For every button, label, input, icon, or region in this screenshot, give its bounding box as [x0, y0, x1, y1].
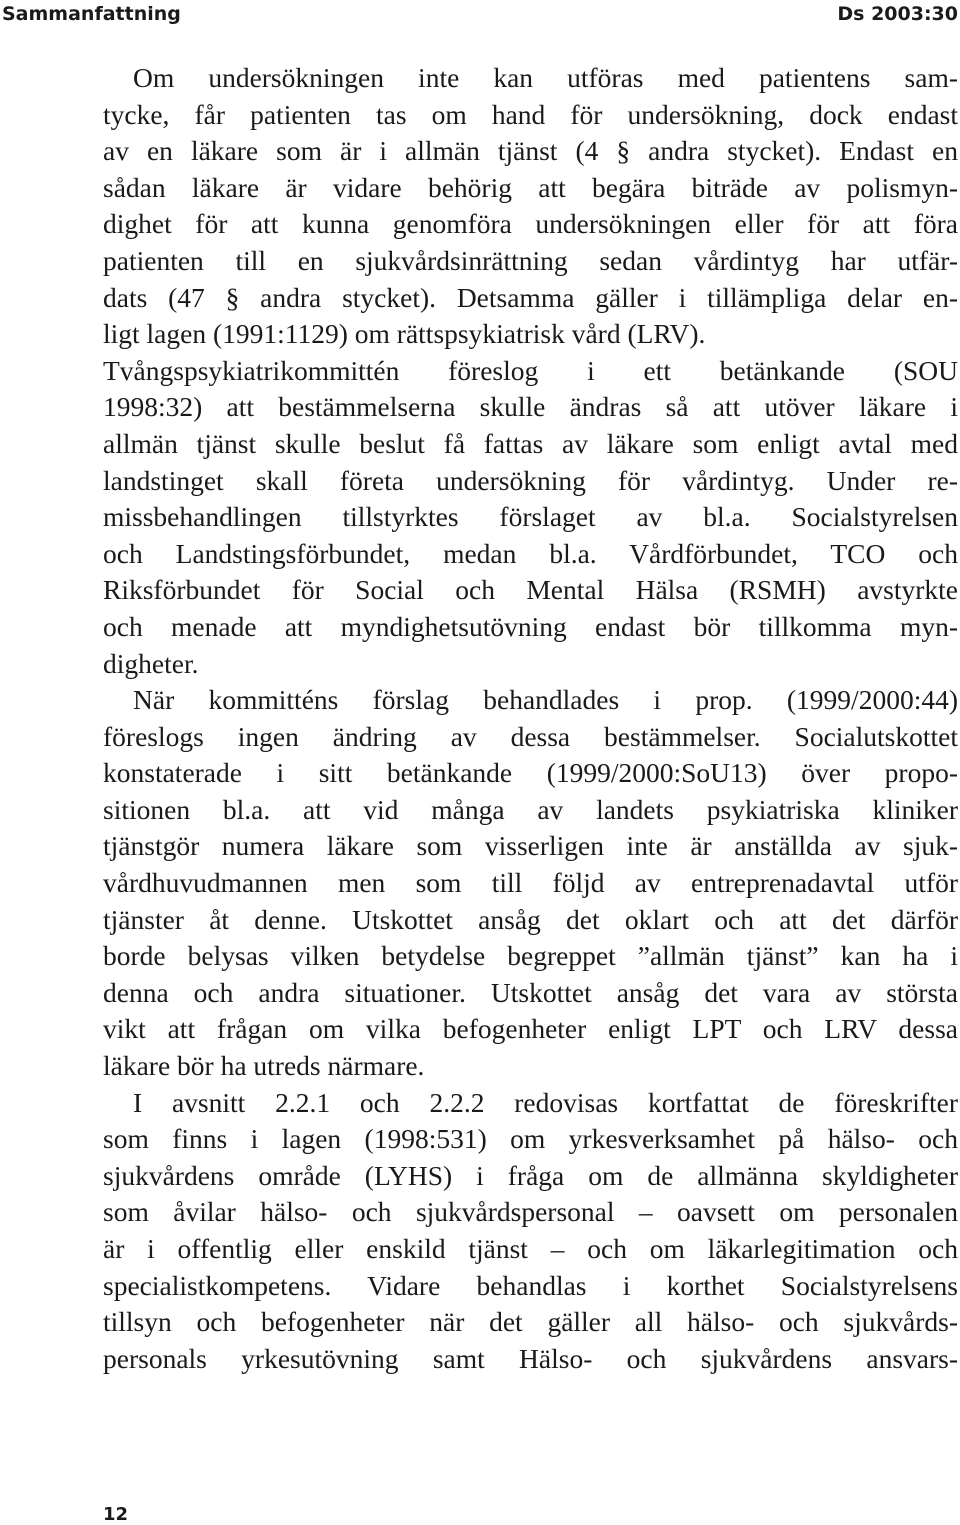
text-line: missbehandlingen tillstyrktes förslaget av bl.a. Socialstyrelsen [103, 501, 958, 533]
text-line: konstaterade i sitt betänkande (1999/2000:SoU13) över propo- [103, 757, 958, 789]
text-line: tjänster åt denne. Utskottet ansåg det oklart och att det därför [103, 903, 958, 935]
text-line: allmän tjänst skulle beslut få fattas av läkare som enligt avtal med [103, 427, 958, 459]
text-line: ligt lagen (1991:1129) om rättspsykiatrisk vård (LRV). [103, 318, 706, 350]
text-line: läkare bör ha utreds närmare. [103, 1050, 425, 1082]
text-line: som finns i lagen (1998:531) om yrkesverksamhet på hälso- och [103, 1123, 958, 1155]
text-line: Riksförbundet för Social och Mental Hälsa (RSMH) avstyrkte [103, 574, 958, 606]
running-header [0, 0, 960, 30]
text-line: I avsnitt 2.2.1 och 2.2.2 redovisas kortfattat de föreskrifter [133, 1086, 958, 1118]
text-line: dighet för att kunna genomföra undersökningen eller för att föra [103, 208, 958, 240]
text-line: denna och andra situationer. Utskottet ansåg det vara av största [103, 976, 958, 1008]
text-line: digheter. [103, 647, 199, 679]
text-line: sådan läkare är vidare behörig att begära biträde av polismyn- [103, 171, 958, 203]
text-line: vikt att frågan om vilka befogenheter enligt LPT och LRV dessa [103, 1013, 958, 1045]
text-line: dats (47 § andra stycket). Detsamma gäller i tillämpliga delar en- [103, 281, 958, 313]
text-line: är i offentlig eller enskild tjänst – och om läkarlegitimation och [103, 1233, 958, 1264]
text-line: patienten till en sjukvårdsinrättning sedan vårdintyg har utfär- [103, 244, 958, 276]
text-line: När kommitténs förslag behandlades i prop. (1999/2000:44) [133, 684, 958, 716]
text-line: vårdhuvudmannen men som till följd av entreprenadavtal utför [103, 867, 958, 899]
body-text [103, 60, 958, 1377]
document-id: Ds 2003:30 [837, 3, 958, 25]
text-line: sitionen bl.a. att vid många av landets psykiatriska kliniker [103, 793, 958, 825]
text-line: tjänstgör numera läkare som visserligen inte är anställda av sjuk- [103, 830, 958, 862]
text-line: tillsyn och befogenheter när det gäller all hälso- och sjukvårds- [103, 1306, 958, 1338]
text-line: sjukvårdens område (LYHS) i fråga om de allmänna skyldigheter [103, 1159, 958, 1191]
text-line: tycke, får patienten tas om hand för undersökning, dock endast [103, 98, 958, 130]
text-line: och Landstingsförbundet, medan bl.a. Vårdförbundet, TCO och [103, 537, 958, 569]
section-title: Sammanfattning [2, 3, 181, 25]
text-line: personals yrkesutövning samt Hälso- och sjukvårdens ansvars- [103, 1342, 958, 1374]
page-number: 12 [103, 1504, 129, 1525]
text-line: 1998:32) att bestämmelserna skulle ändras så att utöver läkare i [103, 391, 958, 423]
text-line: Om undersökningen inte kan utföras med patientens sam- [133, 62, 958, 93]
text-line: specialistkompetens. Vidare behandlas i korthet Socialstyrelsens [103, 1269, 958, 1301]
text-line: Tvångspsykiatrikommittén föreslog i ett betänkande (SOU [103, 354, 958, 386]
text-line: borde belysas vilken betydelse begreppet ”allmän tjänst” kan ha i [103, 940, 958, 972]
text-line: som åvilar hälso- och sjukvårdspersonal – oavsett om personalen [103, 1196, 958, 1228]
text-line: landstinget skall företa undersökning för vårdintyg. Under re- [103, 464, 958, 496]
text-line: och menade att myndighetsutövning endast bör tillkomma myn- [103, 610, 958, 642]
text-line: föreslogs ingen ändring av dessa bestämmelser. Socialutskottet [103, 720, 958, 752]
text-line: av en läkare som är i allmän tjänst (4 § andra stycket). Endast en [103, 135, 958, 167]
